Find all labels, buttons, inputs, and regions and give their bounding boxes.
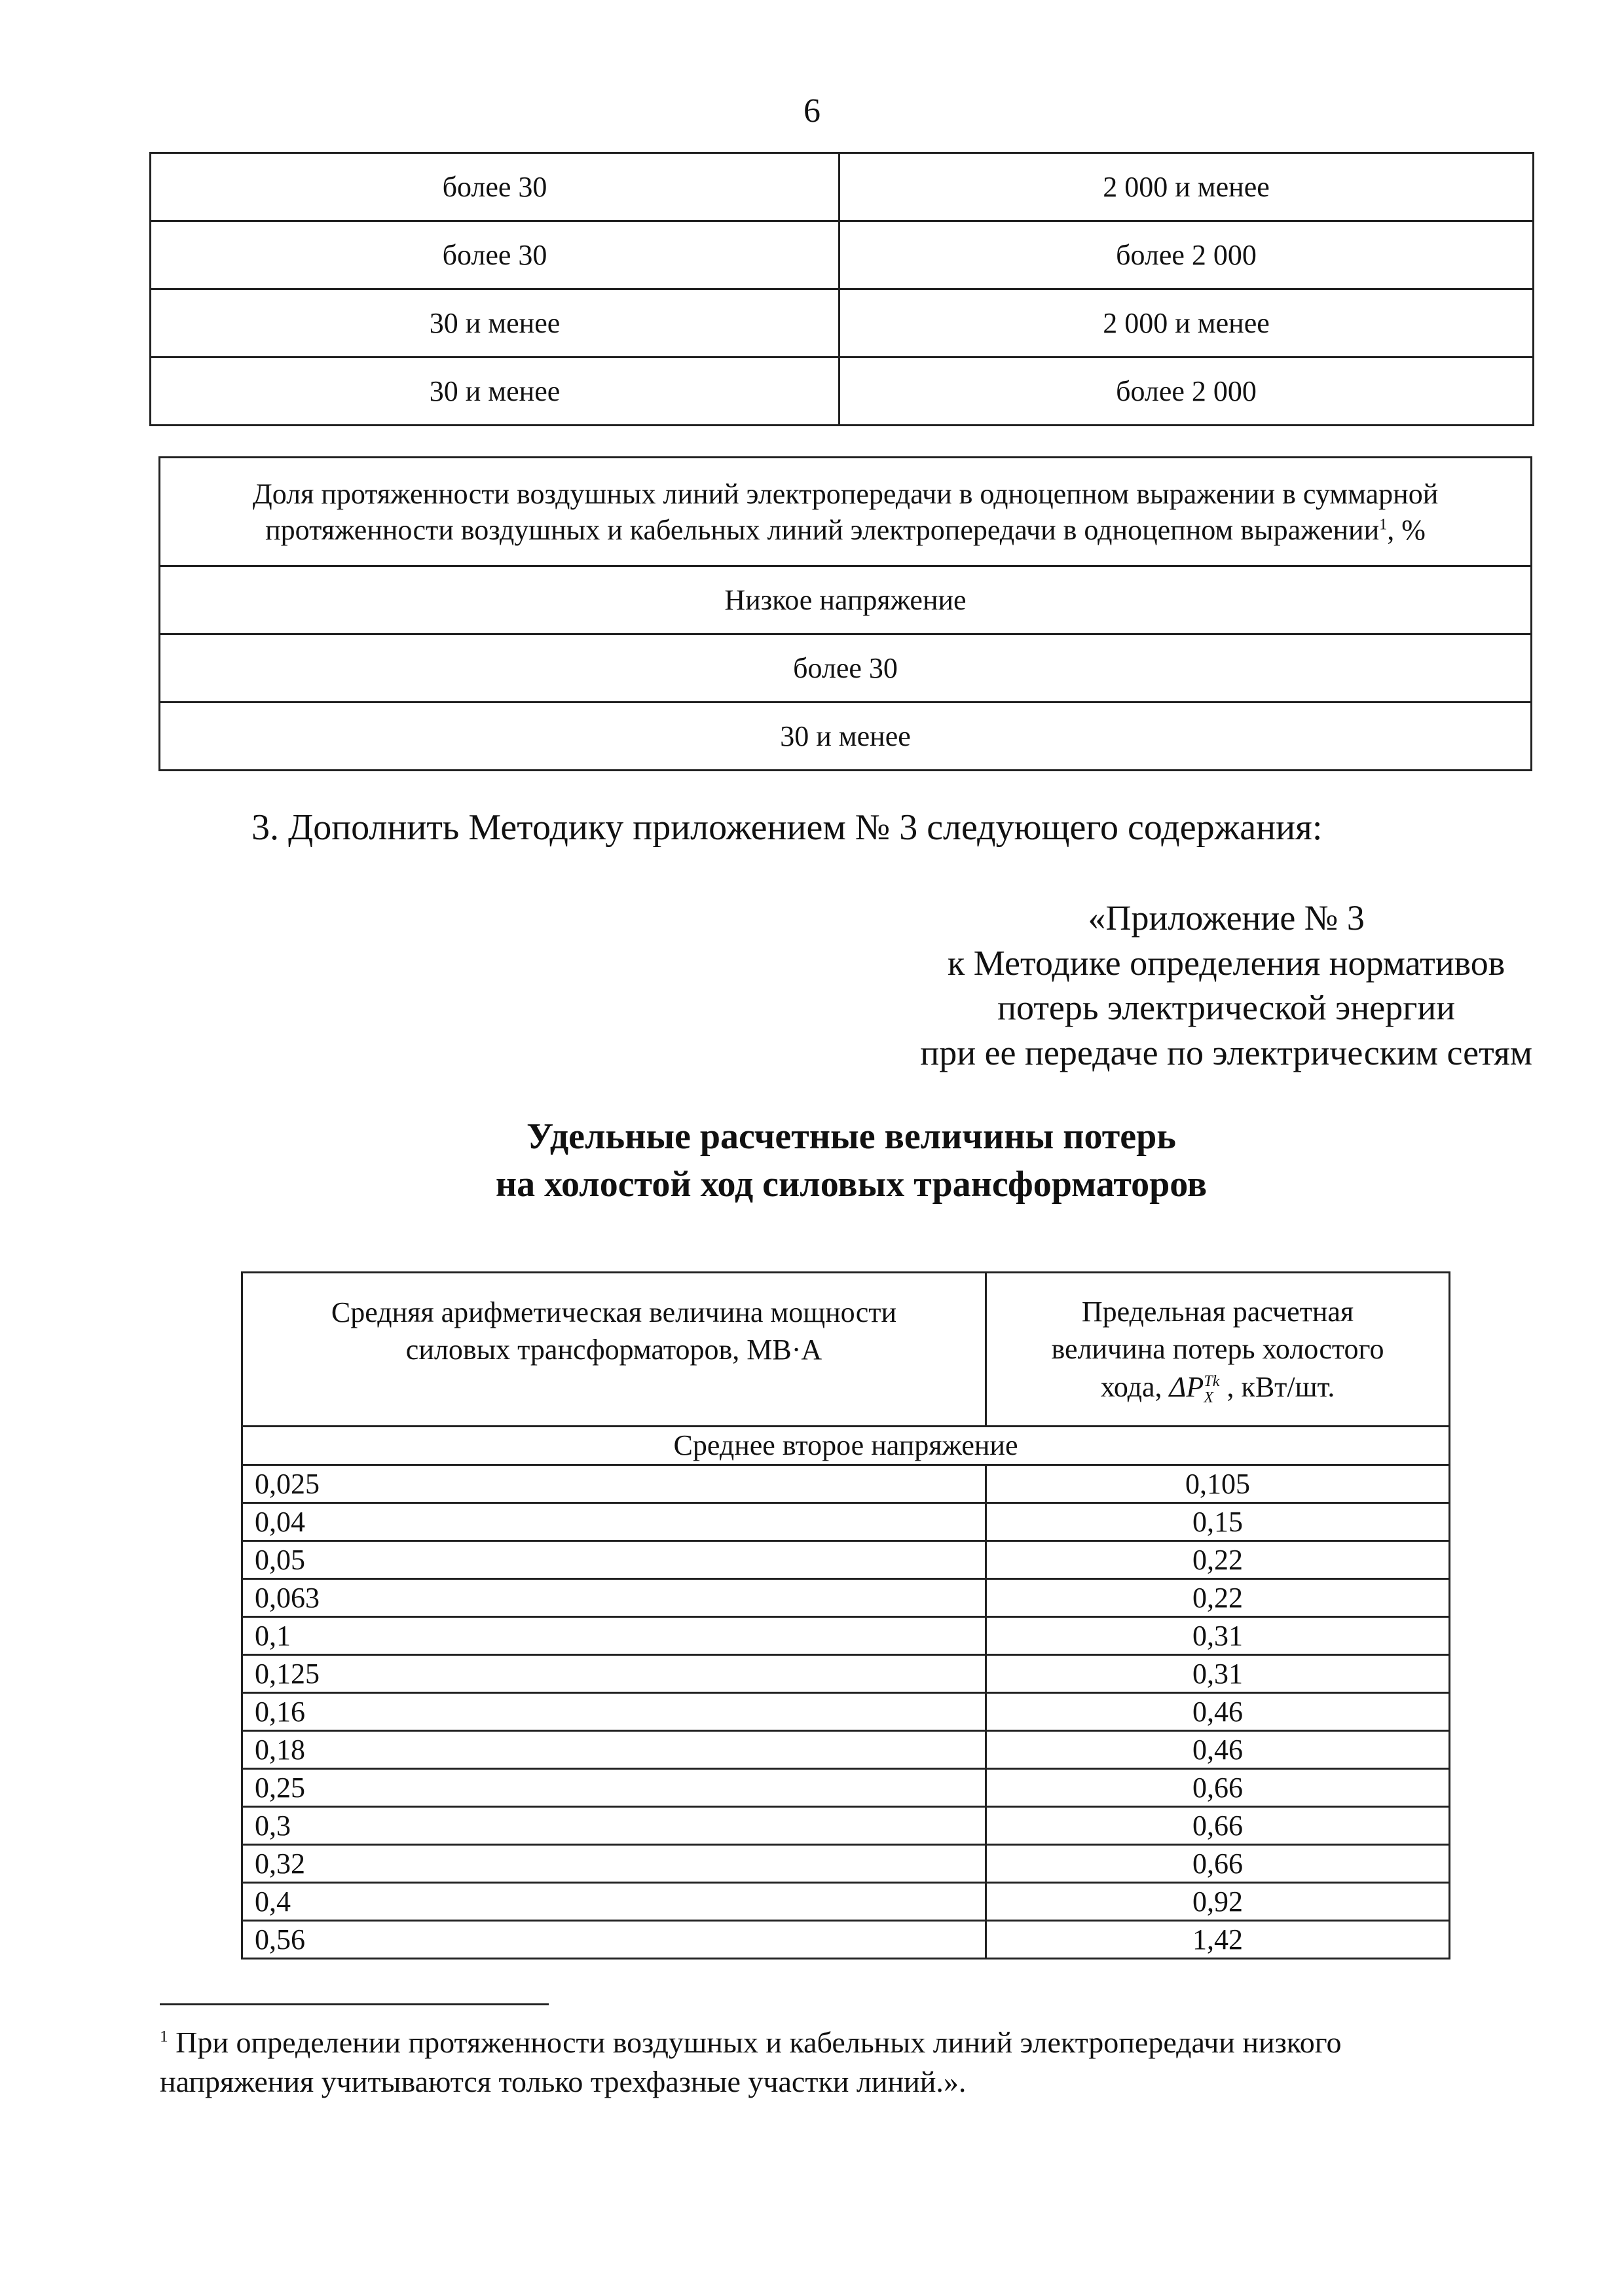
power-cell: 0,25 xyxy=(242,1769,986,1807)
power-cell: 0,4 xyxy=(242,1883,986,1921)
section-3-paragraph: 3. Дополнить Методику приложением № 3 следующего содержания: xyxy=(251,807,1323,848)
length-cell: более 2 000 xyxy=(840,357,1534,426)
table-row xyxy=(242,1465,1450,1503)
title-line: Удельные расчетные величины потерь xyxy=(526,1116,1176,1157)
power-cell: 0,18 xyxy=(242,1731,986,1769)
power-cell: 0,3 xyxy=(242,1807,986,1845)
table-row xyxy=(151,289,1534,357)
table-row xyxy=(242,1503,1450,1541)
table-row: 30 и менее xyxy=(160,702,1532,771)
length-share-cell: более 30 xyxy=(151,153,840,221)
losses-cell: 0,15 xyxy=(986,1503,1450,1541)
footnote-divider xyxy=(160,2003,549,2005)
share-header-cell xyxy=(160,458,1532,566)
table-row xyxy=(151,357,1534,426)
table-row xyxy=(242,1845,1450,1883)
power-cell: 0,16 xyxy=(242,1693,986,1731)
footnote xyxy=(160,2023,1509,2102)
losses-cell: 0,105 xyxy=(986,1465,1450,1503)
losses-cell: 0,22 xyxy=(986,1579,1450,1617)
footnote-line: $^1$ При определении протяженности воздушных и кабельных линий электропередачи низкого xyxy=(160,2026,1342,2059)
power-cell: 0,063 xyxy=(242,1579,986,1617)
losses-cell: 0,92 xyxy=(986,1883,1450,1921)
transformer-losses-table xyxy=(241,1271,1450,1959)
losses-cell: 0,31 xyxy=(986,1617,1450,1655)
voltage-length-table xyxy=(149,152,1534,426)
power-cell: 0,1 xyxy=(242,1617,986,1655)
table-row xyxy=(242,1541,1450,1579)
power-cell: 0,56 xyxy=(242,1921,986,1959)
low-voltage-share-table xyxy=(158,456,1532,771)
length-cell: более 2 000 xyxy=(840,221,1534,289)
length-cell: 2 000 и менее xyxy=(840,289,1534,357)
losses-cell: 0,66 xyxy=(986,1807,1450,1845)
table-row: более 30 xyxy=(160,634,1532,702)
losses-cell: 0,31 xyxy=(986,1655,1450,1693)
footnote-line: напряжения учитываются только трехфазные участки линий.». xyxy=(160,2064,967,2098)
header-line: Средняя арифметическая величина мощности xyxy=(331,1296,897,1328)
table-row xyxy=(242,1769,1450,1807)
delta-p-symbol: ΔP xyxy=(1169,1370,1204,1403)
power-column-header xyxy=(242,1273,986,1427)
power-cell: 0,05 xyxy=(242,1541,986,1579)
losses-cell: 1,42 xyxy=(986,1921,1450,1959)
header-line: силовых трансформаторов, МВ·А xyxy=(405,1334,822,1366)
table-row xyxy=(242,1579,1450,1617)
header-line: величина потерь холостого xyxy=(1051,1333,1384,1366)
appendix-reference xyxy=(920,896,1532,1075)
footnote-marker: 1 xyxy=(160,2027,168,2046)
length-share-cell: 30 и менее xyxy=(151,289,840,357)
length-cell: 2 000 и менее xyxy=(840,153,1534,221)
table-row xyxy=(242,1883,1450,1921)
losses-cell: 0,22 xyxy=(986,1541,1450,1579)
appendix-ref-line: к Методике определения нормативов xyxy=(948,943,1505,983)
header-line: хода, ΔP Tk X , кВт/шт. xyxy=(1100,1370,1335,1406)
length-share-cell: более 30 xyxy=(151,221,840,289)
footnote-ref: 1 xyxy=(1379,515,1388,533)
document-title xyxy=(0,1113,1624,1209)
table-row xyxy=(242,1693,1450,1731)
title-line: на холостой ход силовых трансформаторов xyxy=(495,1163,1208,1205)
share-header-line2: протяженности воздушных и кабельных линий электропередачи в одноцепном выражении$^1$, % xyxy=(265,513,1426,546)
power-cell: 0,025 xyxy=(242,1465,986,1503)
power-cell: 0,32 xyxy=(242,1845,986,1883)
losses-column-header xyxy=(986,1273,1450,1427)
losses-cell: 0,66 xyxy=(986,1845,1450,1883)
table-row xyxy=(151,153,1534,221)
table-row xyxy=(242,1921,1450,1959)
voltage-subheader: Среднее второе напряжение xyxy=(242,1427,1450,1465)
page-number: 6 xyxy=(803,92,821,130)
table-row xyxy=(242,1731,1450,1769)
table-row xyxy=(151,221,1534,289)
table-row xyxy=(242,1617,1450,1655)
losses-cell: 0,46 xyxy=(986,1731,1450,1769)
appendix-ref-line: «Приложение № 3 xyxy=(1088,898,1365,938)
losses-cell: 0,66 xyxy=(986,1769,1450,1807)
losses-cell: 0,46 xyxy=(986,1693,1450,1731)
power-cell: 0,125 xyxy=(242,1655,986,1693)
share-header-line1: Доля протяженности воздушных линий электропередачи в одноцепном выражении в суммарной xyxy=(252,477,1439,510)
table-row xyxy=(242,1807,1450,1845)
length-share-cell: 30 и менее xyxy=(151,357,840,426)
header-line: Предельная расчетная xyxy=(1081,1296,1354,1328)
table-row xyxy=(242,1655,1450,1693)
appendix-ref-line: потерь электрической энергии xyxy=(997,988,1456,1028)
appendix-ref-line: при ее передаче по электрическим сетям xyxy=(920,1032,1532,1072)
table-row: Низкое напряжение xyxy=(160,566,1532,634)
power-cell: 0,04 xyxy=(242,1503,986,1541)
